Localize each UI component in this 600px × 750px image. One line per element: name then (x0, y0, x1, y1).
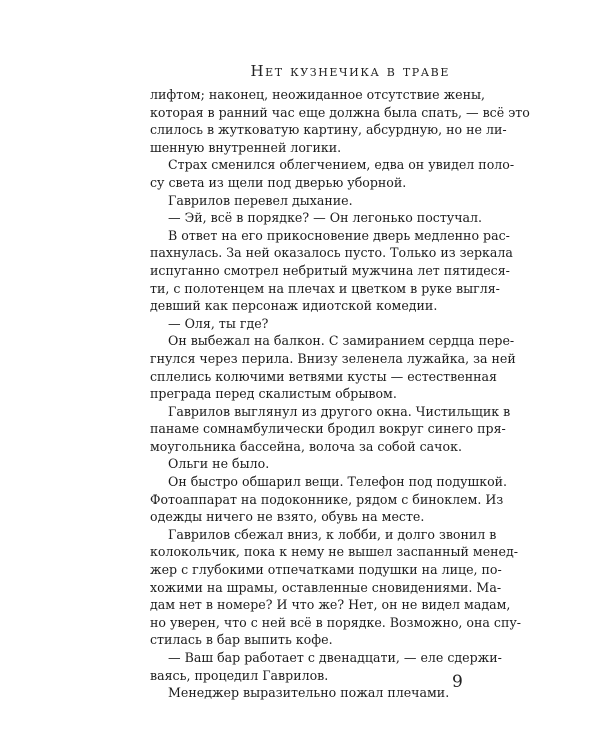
text-line: лифтом; наконец, неожиданное отсутствие жены, (150, 87, 486, 102)
text-line: преграда перед скалистым обрывом. (150, 386, 397, 402)
text-line: сплелись колючими ветвями кусты — естественная (150, 368, 497, 384)
text-line: жер с глубокими отпечатками подушки на лице, по- (150, 562, 502, 578)
text-line: шенную внутренней логики. (150, 139, 342, 155)
text-line: Он выбежал на балкон. С замиранием сердца пере- (168, 333, 515, 349)
text-line: испуганно смотрел небритый мужчина лет пятидеся- (150, 262, 510, 278)
text-line: Он быстро обшарил вещи. Телефон под подушкой. (168, 474, 508, 490)
text-line: но уверен, что с ней всё в порядке. Возможно, она спу- (150, 614, 522, 630)
text-line: пахнулась. За ней оказалось пусто. Только из зеркала (150, 245, 513, 261)
text-line: Ольги не было. (168, 456, 270, 472)
text-line: су света из щели под дверью уборной. (150, 174, 407, 190)
text-line: — Оля, ты где? (168, 315, 269, 331)
text-line: моугольника бассейна, волоча за собой сачок. (150, 438, 462, 454)
text-line: Гаврилов выглянул из другого окна. Чистильщик в (168, 403, 511, 419)
text-line: Страх сменился облегчением, едва он увидел поло- (168, 157, 515, 173)
text-line: ваясь, процедил Гаврилов. (150, 667, 329, 683)
text-line: гнулся через перила. Внизу зеленела лужайка, за ней (150, 350, 516, 366)
text-line: девший как персонаж идиотской комедии. (150, 298, 438, 314)
body-text (150, 86, 530, 702)
text-line: панаме сомнамбулически бродил вокруг синего пря- (150, 421, 506, 437)
text-line: Гаврилов перевел дыхание. (168, 192, 353, 208)
text-line: колокольчик, пока к нему не вышел заспанный менед- (150, 544, 519, 560)
page-number: 9 (452, 672, 463, 692)
text-line: ти, с полотенцем на плечах и цветком в руке выгля- (150, 280, 500, 296)
text-line: Фотоаппарат на подоконнике, рядом с биноклем. Из (150, 491, 504, 507)
text-line: хожими на шрамы, оставленные сновидениями. Ма- (150, 579, 502, 595)
text-line: слилось в жутковатую картину, абсурдную, но не ли- (150, 122, 507, 138)
text-line: одежды ничего не взято, обувь на месте. (150, 509, 425, 525)
text-line: — Ваш бар работает с двенадцати, — еле сдержи- (168, 650, 502, 665)
text-line: В ответ на его прикосновение дверь медленно рас- (168, 227, 510, 243)
running-head: Нет кузнечика в траве (250, 62, 450, 80)
text-line: Менеджер выразительно пожал плечами. (168, 685, 450, 701)
text-line: — Эй, всё в порядке? — Он легонько постучал. (168, 210, 483, 226)
text-line: Гаврилов сбежал вниз, к лобби, и долго звонил в (168, 526, 497, 542)
text-line: стилась в бар выпить кофе. (150, 632, 333, 648)
text-line: которая в ранний час еще должна была спать, — всё это (150, 104, 530, 120)
text-line: дам нет в номере? И что же? Нет, он не видел мадам, (150, 597, 511, 613)
